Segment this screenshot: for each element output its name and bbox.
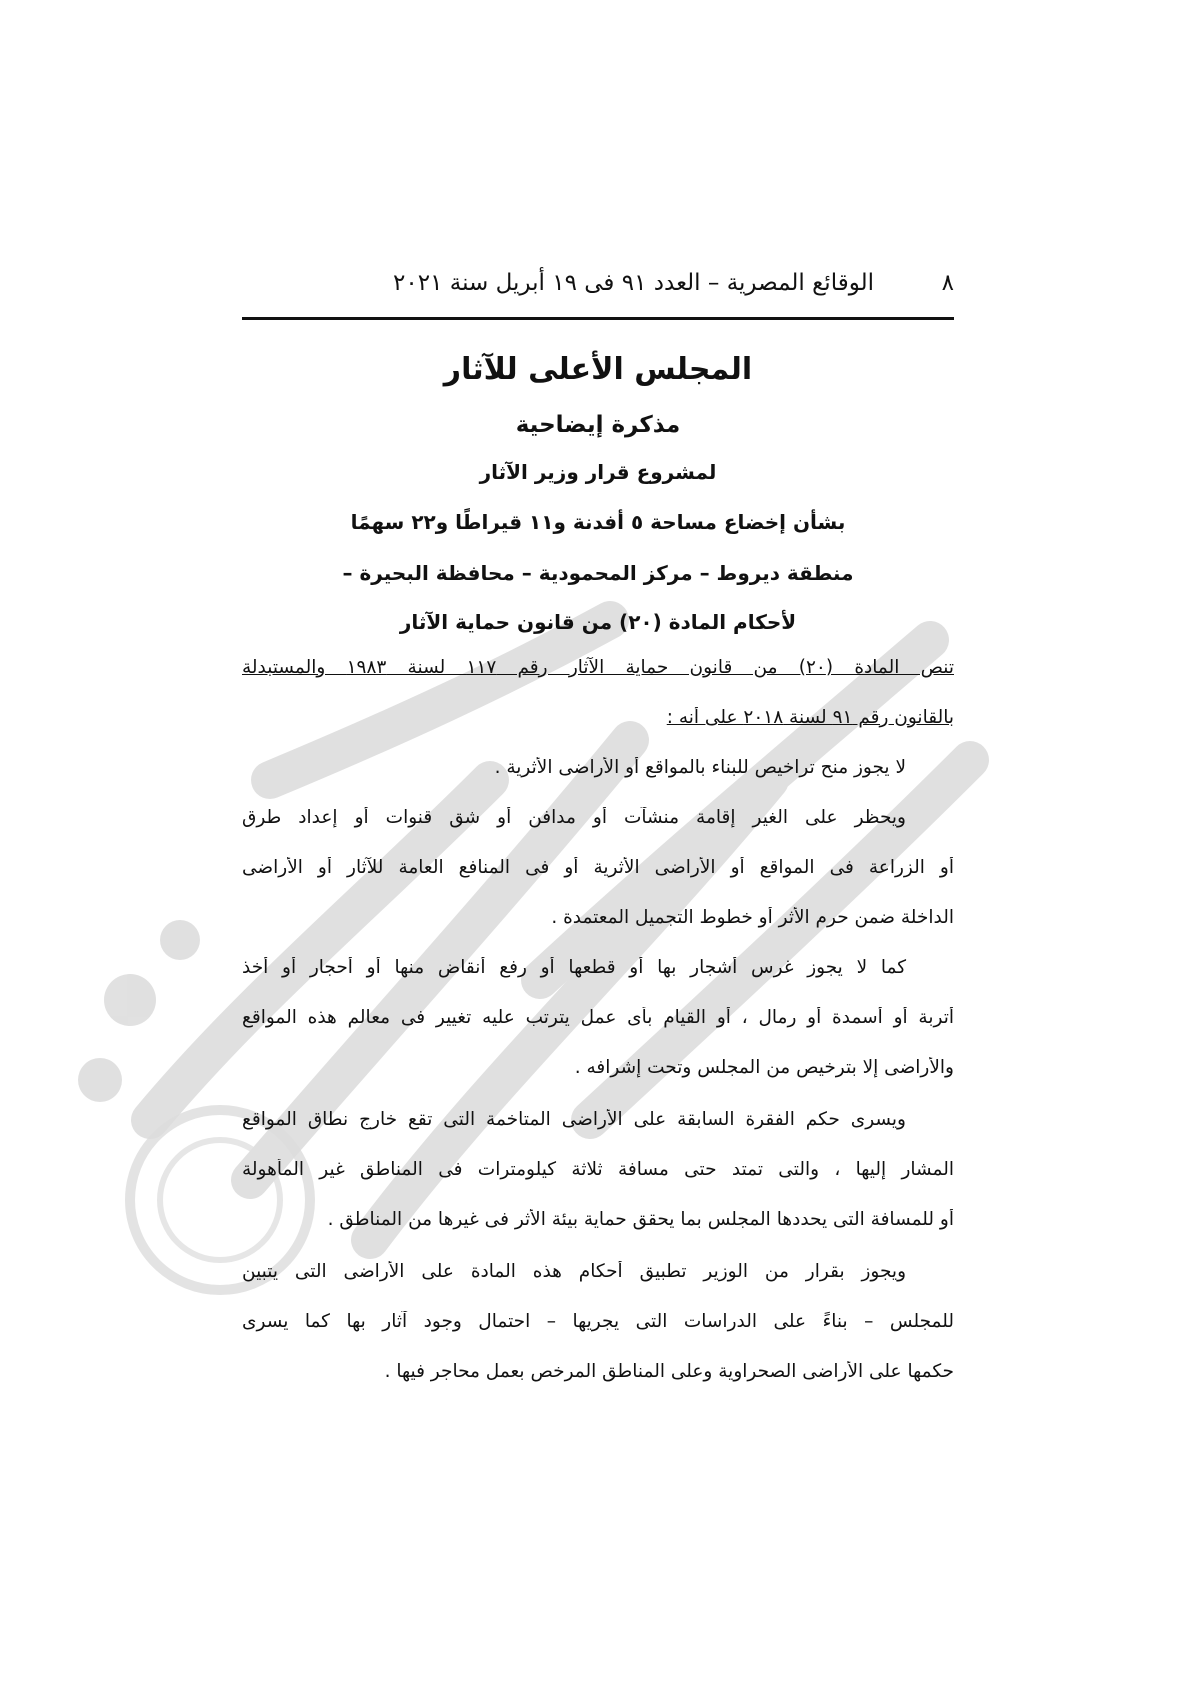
body-line: بالقانون رقم ٩١ لسنة ٢٠١٨ على أنه : (666, 707, 954, 728)
body-line: لا يجوز منح تراخيص للبناء بالمواقع أو الأراضى الأثرية . (494, 757, 906, 778)
issuer-title: المجلس الأعلى للآثار (443, 352, 753, 387)
body-line: أو للمسافة التى يحددها المجلس بما يحقق حماية بيئة الأثر فى غيرها من المناطق . (327, 1209, 954, 1230)
body-line: ويجوز بقرار من الوزير تطبيق أحكام هذه المادة على الأراضى التى يتبين (242, 1261, 906, 1282)
watermark-dot-3 (160, 920, 200, 960)
watermark-seal-inner (160, 1140, 280, 1260)
watermark-dot-1 (104, 974, 156, 1026)
page-header (242, 260, 954, 310)
subtitle-area: بشأن إخضاع مساحة ٥ أفدنة و١١ قيراطًا و٢٢ سهمًا (350, 510, 846, 534)
page-number: ٨ (941, 270, 954, 296)
body-line: الداخلة ضمن حرم الأثر أو خطوط التجميل المعتمدة . (551, 907, 954, 928)
body-line: كما لا يجوز غرس أشجار بها أو قطعها أو رفع أنقاض منها أو أحجار أو أخذ (242, 957, 906, 978)
body-line: أتربة أو أسمدة أو رمال ، أو القيام بأى عمل يترتب عليه تغيير فى معالم هذه المواقع (242, 1007, 954, 1028)
body-line: والأراضى إلا بترخيص من المجلس وتحت إشرافه . (574, 1057, 954, 1078)
document-type: مذكرة إيضاحية (515, 412, 681, 438)
watermark-dot-2 (78, 1058, 122, 1102)
body-line: أو الزراعة فى المواقع أو الأراضى الأثرية أو فى المنافع العامة للآثار أو الأراضى (242, 857, 954, 878)
body-line: حكمها على الأراضى الصحراوية وعلى المناطق المرخص بعمل محاجر فيها . (384, 1361, 954, 1382)
header-divider (242, 317, 954, 320)
body-line: المشار إليها ، والتى تمتد حتى مسافة ثلاثة كيلومترات فى المناطق غير المأهولة (242, 1159, 954, 1180)
subtitle-article: لأحكام المادة (٢٠) من قانون حماية الآثار (399, 610, 797, 634)
body-line: ويسرى حكم الفقرة السابقة على الأراضى المتاخمة التى تقع خارج نطاق المواقع (242, 1109, 906, 1130)
subtitle-location: منطقة ديروط – مركز المحمودية – محافظة البحيرة – (342, 561, 854, 585)
body-line: ويحظر على الغير إقامة منشآت أو مدافن أو شق قنوات أو إعداد طرق (242, 807, 906, 828)
body-line: تنص المادة (٢٠) من قانون حماية الآثار رقم ١١٧ لسنة ١٩٨٣ والمستبدلة (242, 657, 954, 678)
watermark-stroke-6 (270, 620, 610, 780)
gazette-title: الوقائع المصرية – العدد ٩١ فى ١٩ أبريل سنة ٢٠٢١ (393, 270, 874, 296)
subtitle-decree: لمشروع قرار وزير الآثار (479, 460, 717, 484)
body-line: للمجلس – بناءً على الدراسات التى يجريها – احتمال وجود آثار بها كما يسرى (242, 1311, 954, 1332)
